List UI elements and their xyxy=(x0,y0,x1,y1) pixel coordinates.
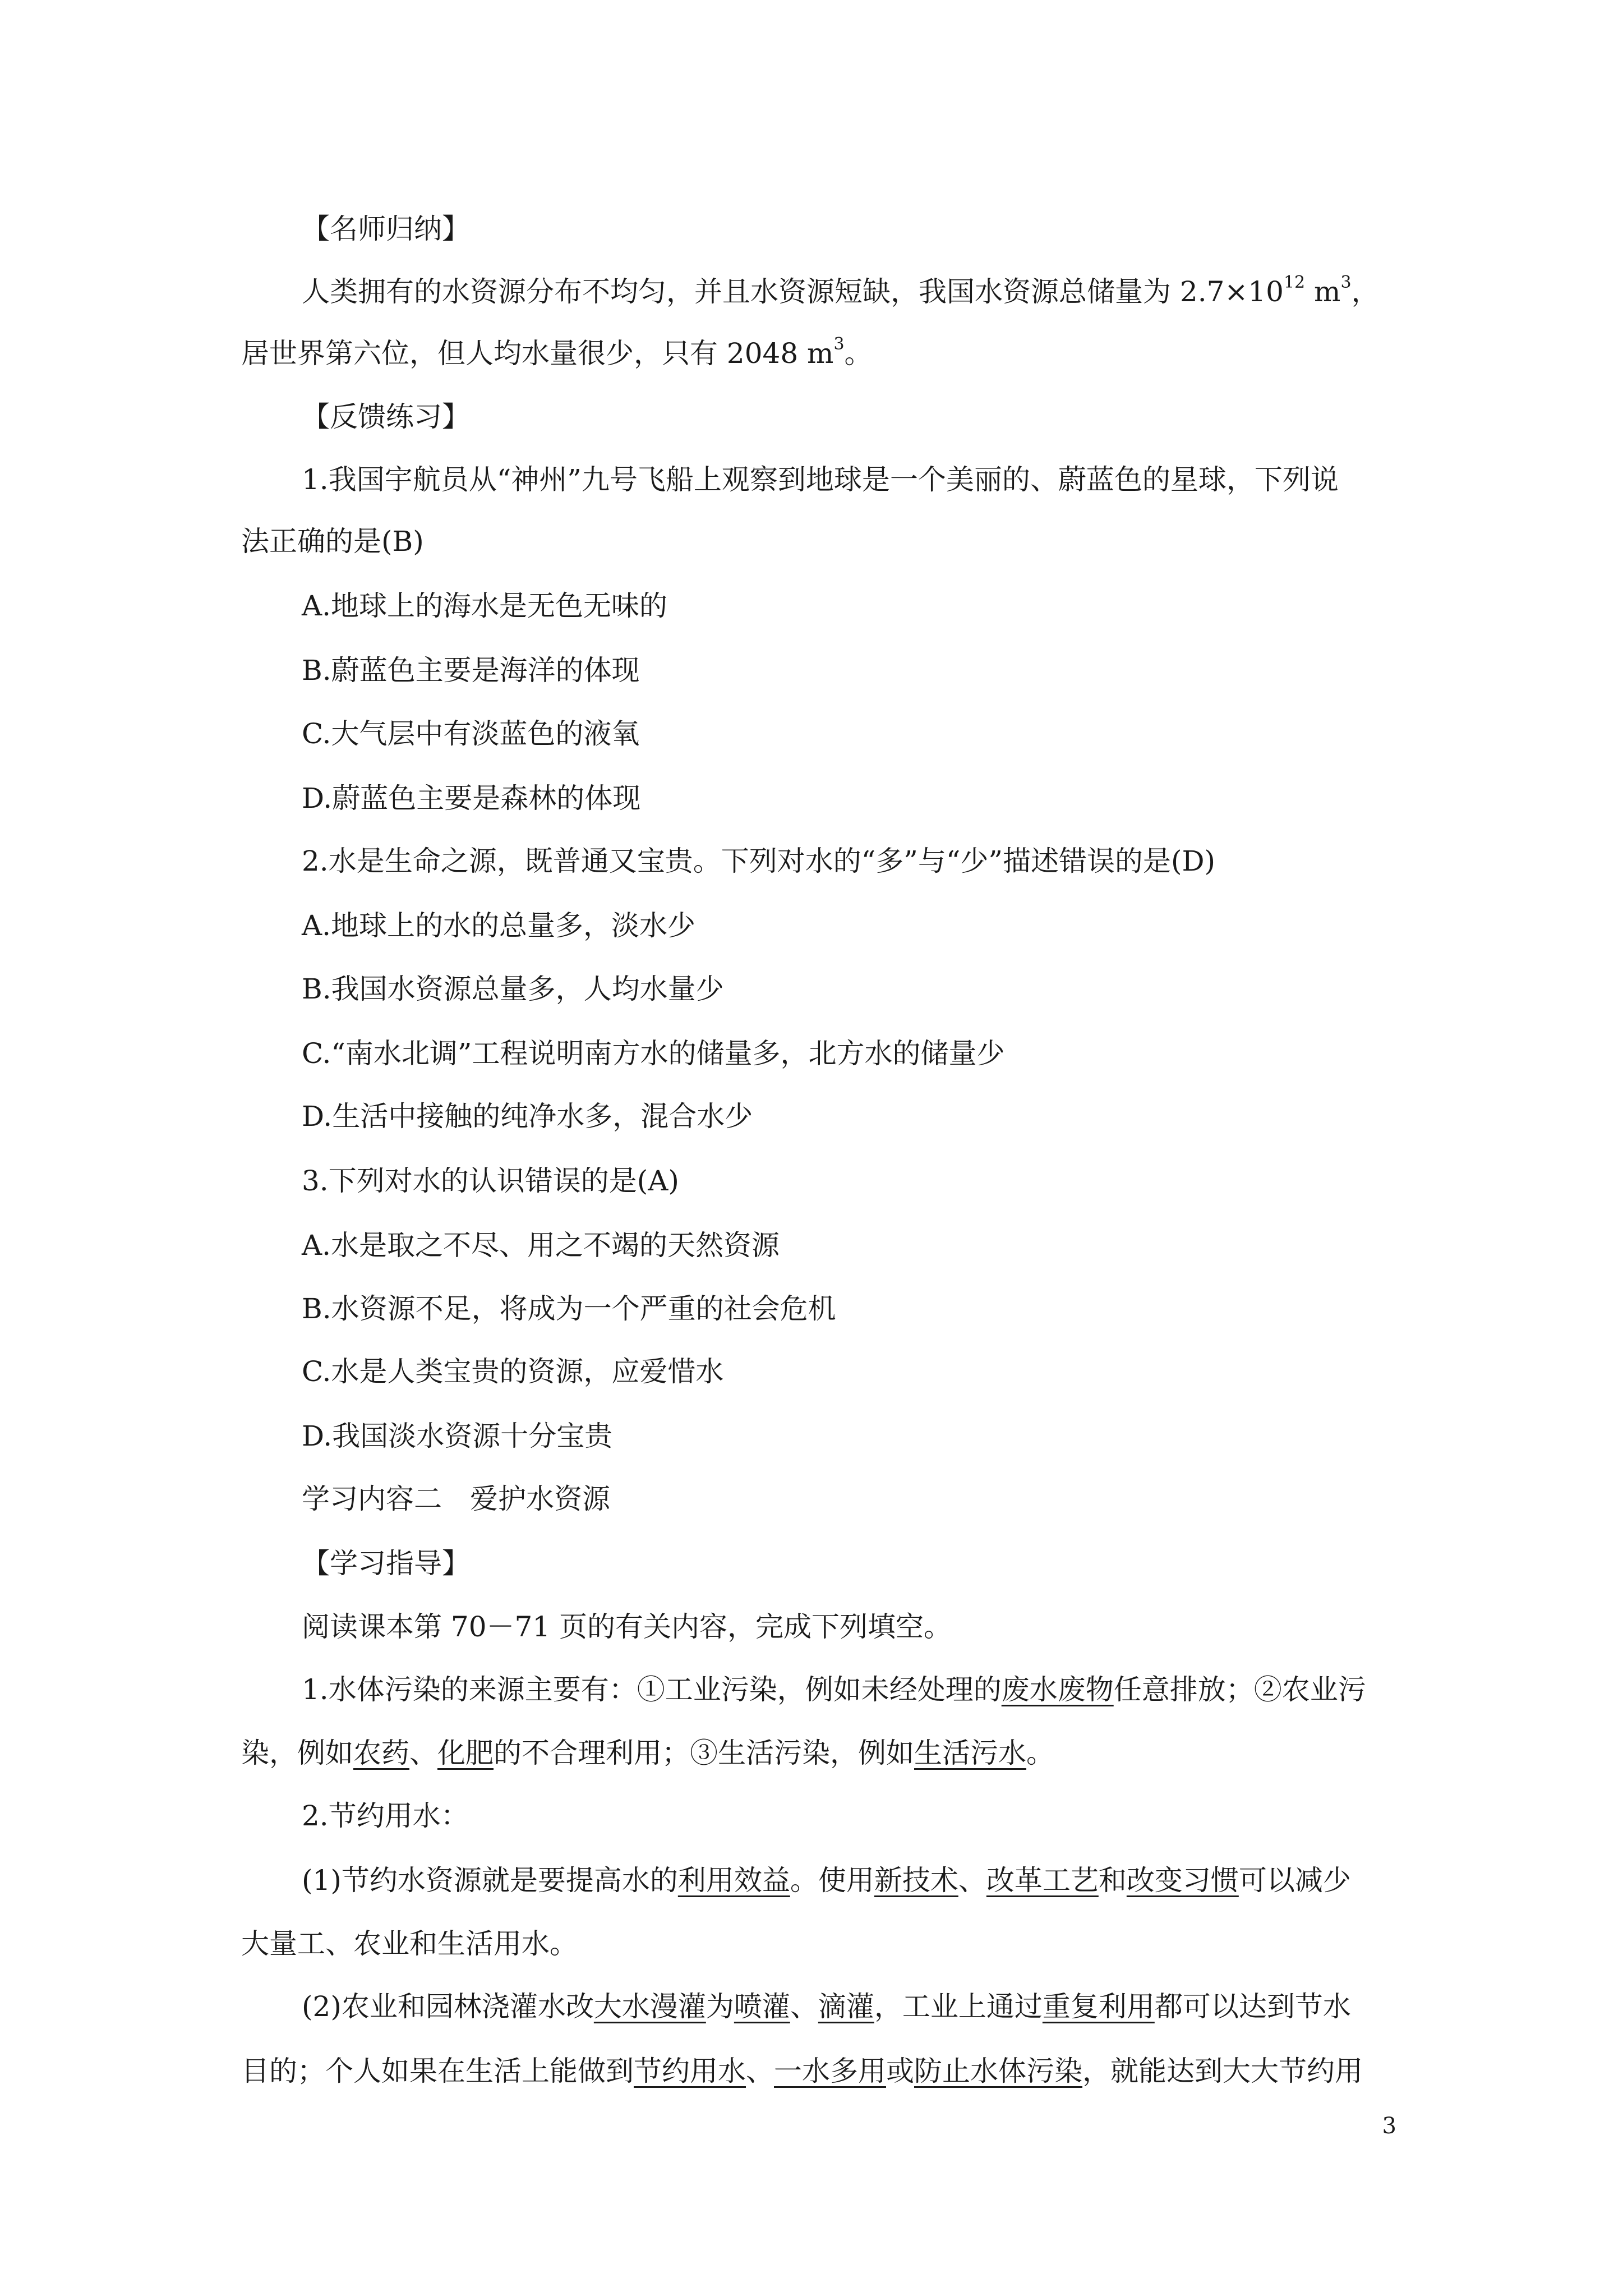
teacher-summary-heading: 【名师归纳】 xyxy=(302,213,470,245)
question-3-stem: 3.下列对水的认识错误的是(A) xyxy=(302,1165,679,1197)
fill-1-line-1: 1.水体污染的来源主要有：①工业污染，例如未经处理的废水废物任意排放；②农业污 xyxy=(302,1673,1366,1706)
answer-blank: 生活污水 xyxy=(914,1737,1026,1769)
question-2-option-a: A.地球上的水的总量多，淡水少 xyxy=(302,909,696,942)
question-3-option-c: C.水是人类宝贵的资源，应爱惜水 xyxy=(302,1355,724,1388)
answer-blank: 大水漫灌 xyxy=(593,1990,706,2023)
fill-2-2-line-1: (2)农业和园林浇灌水改大水漫灌为喷灌、滴灌，工业上通过重复利用都可以达到节水 xyxy=(302,1990,1351,2023)
answer-blank: 农药 xyxy=(353,1737,409,1769)
answer-blank: 重复利用 xyxy=(1042,1990,1155,2023)
fill-2-2-line-2: 目的；个人如果在生活上能做到节约用水、一水多用或防止水体污染，就能达到大大节约用 xyxy=(241,2055,1363,2087)
answer-blank: 利用效益 xyxy=(677,1864,790,1897)
question-1-option-c: C.大气层中有淡蓝色的液氧 xyxy=(302,717,640,750)
question-3-option-d: D.我国淡水资源十分宝贵 xyxy=(302,1420,613,1452)
content-2-title: 学习内容二 爱护水资源 xyxy=(302,1483,610,1515)
answer-blank: 改革工艺 xyxy=(986,1864,1099,1897)
page-number: 3 xyxy=(1382,2113,1396,2139)
question-1-stem-line-1: 1.我国宇航员从“神州”九号飞船上观察到地球是一个美丽的、蔚蓝色的星球，下列说 xyxy=(302,463,1339,496)
answer-blank: 废水废物 xyxy=(1001,1673,1114,1706)
question-2-option-d: D.生活中接触的纯净水多，混合水少 xyxy=(302,1100,753,1133)
answer-blank: 新技术 xyxy=(874,1864,958,1897)
study-guide-heading: 【学习指导】 xyxy=(302,1547,470,1580)
answer-blank: 化肥 xyxy=(437,1737,494,1769)
answer-blank: 喷灌 xyxy=(734,1990,790,2023)
answer-blank: 一水多用 xyxy=(774,2055,886,2087)
fill-1-line-2: 染，例如农药、化肥的不合理利用；③生活污染，例如生活污水。 xyxy=(241,1737,1054,1769)
fill-2-1-line-1: (1)节约水资源就是要提高水的利用效益。使用新技术、改革工艺和改变习惯可以减少 xyxy=(302,1864,1351,1897)
feedback-heading: 【反馈练习】 xyxy=(302,401,470,433)
question-1-option-b: B.蔚蓝色主要是海洋的体现 xyxy=(302,654,640,687)
answer-blank: 滴灌 xyxy=(818,1990,874,2023)
fill-2-heading: 2.节约用水： xyxy=(302,1800,469,1832)
question-2-option-c: C.“南水北调”工程说明南方水的储量多，北方水的储量少 xyxy=(302,1037,1005,1070)
question-1-stem-line-2: 法正确的是(B) xyxy=(241,525,424,558)
question-3-option-b: B.水资源不足，将成为一个严重的社会危机 xyxy=(302,1292,836,1325)
answer-blank: 节约用水 xyxy=(634,2055,746,2087)
question-3-option-a: A.水是取之不尽、用之不竭的天然资源 xyxy=(302,1229,780,1262)
teacher-summary-line-1: 人类拥有的水资源分布不均匀，并且水资源短缺，我国水资源总储量为 $2.7\times 10^{12}$ $m^3$， xyxy=(302,273,1380,308)
question-1-option-d: D.蔚蓝色主要是森林的体现 xyxy=(302,782,641,815)
answer-blank: 改变习惯 xyxy=(1126,1864,1239,1897)
question-2-stem: 2.水是生命之源，既普通又宝贵。下列对水的“多”与“少”描述错误的是(D) xyxy=(302,845,1216,877)
question-2-option-b: B.我国水资源总量多，人均水量少 xyxy=(302,973,724,1005)
question-1-option-a: A.地球上的海水是无色无味的 xyxy=(302,590,668,622)
answer-blank: 防止水体污染 xyxy=(914,2055,1082,2087)
study-guide-intro: 阅读课本第 70－71 页的有关内容，完成下列填空。 xyxy=(302,1611,952,1643)
teacher-summary-line-2: 居世界第六位，但人均水量很少，只有 2048 $m^3$。 xyxy=(241,334,873,370)
fill-2-1-line-2: 大量工、农业和生活用水。 xyxy=(241,1927,578,1960)
